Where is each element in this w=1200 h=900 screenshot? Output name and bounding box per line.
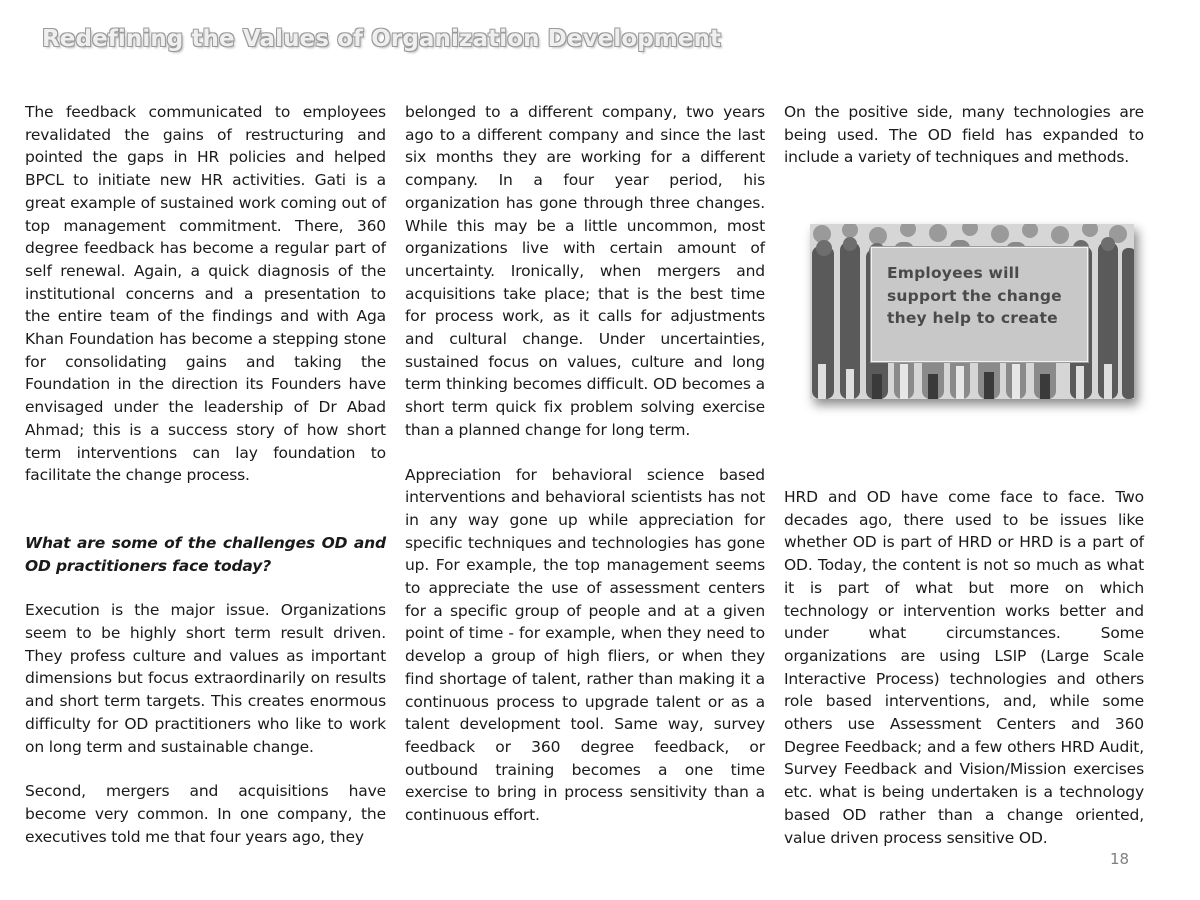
page-title: Redefining the Values of Organization Development [42, 26, 722, 52]
quote-text: Employees will support the change they help to create [887, 264, 1062, 327]
paragraph: On the positive side, many technologies are being used. The OD field has expanded to include a variety of techniques and methods. [784, 103, 1144, 167]
text-column-3-top [784, 101, 1144, 169]
paragraph: belonged to a different company, two years ago to a different company and since the last six months they are working for a different company. In a four year period, his organization has gone through three changes. While this may be a little uncommon, most organizations live with certain amount of uncertainty. Ironically, when mergers and acquisitions take place; that is the best time for process work, as it calls for adjustments and cultural change. Under uncertainties, sustained focus on values, culture and long term thinking becomes difficult. OD becomes a short term quick fix problem solving exercise than a planned change for long term. [405, 103, 765, 439]
quote-callout [871, 247, 1088, 362]
page-number: 18 [1110, 850, 1130, 868]
paragraph: HRD and OD have come face to face. Two decades ago, there used to be issues like whether OD is part of HRD or HRD is a part of OD. Today, the content is not so much as what it is part of what but more on which technology or intervention works better and under what circumstances. Some organizations are using LSIP (Large Scale Interactive Process) technologies and others role based interventions, and, while some others use Assessment Centers and 360 Degree Feedback; and a few others HRD Audit, Survey Feedback and Vision/Mission exercises etc. what is being undertaken is a technology based OD rather than a change oriented, value driven process sensitive OD. [784, 488, 1144, 847]
text-column-1 [25, 101, 386, 848]
paragraph: The feedback communicated to employees revalidated the gains of restructuring and pointed the gaps in HR policies and helped BPCL to initiate new HR activities. Gati is a great example of sustained work coming out of top management commitment. There, 360 degree feedback has become a regular part of self renewal. Again, a quick diagnosis of the institutional concerns and a presentation to the entire team of the findings and with Aga Khan Foundation has become a stepping stone for consolidating gains and taking the Foundation in the direction its Founders have envisaged under the leadership of Dr Abad Ahmad; this is a success story of how short term interventions can lay foundation to facilitate the change process. [25, 103, 386, 485]
crowd-photo [810, 224, 1134, 399]
paragraph: Second, mergers and acquisitions have become very common. In one company, the executives told me that four years ago, they [25, 782, 386, 846]
paragraph: Appreciation for behavioral science based interventions and behavioral scientists has not in any way gone up while appreciation for specific techniques and technologies has gone up. For example, the top management seems to appreciate the use of assessment centers for a specific group of people and at a given point of time - for example, when they need to develop a group of high fliers, or when they find shortage of talent, rather than making it a continuous process to upgrade talent or as a talent development tool. Same way, survey feedback or 360 degree feedback, or outbound training becomes a one time exercise to bring in process sensitivity than a continuous effort. [405, 465, 765, 825]
interview-question: What are some of the challenges OD and OD practitioners face today? [25, 533, 386, 575]
paragraph: Execution is the major issue. Organizations seem to be highly short term result driven. They profess culture and values as important dimensions but focus extraordinarily on results and short term targets. This creates enormous difficulty for OD practitioners who like to work on long term and sustainable change. [25, 601, 386, 756]
text-column-2 [405, 101, 765, 827]
text-column-3-bottom [784, 486, 1144, 849]
